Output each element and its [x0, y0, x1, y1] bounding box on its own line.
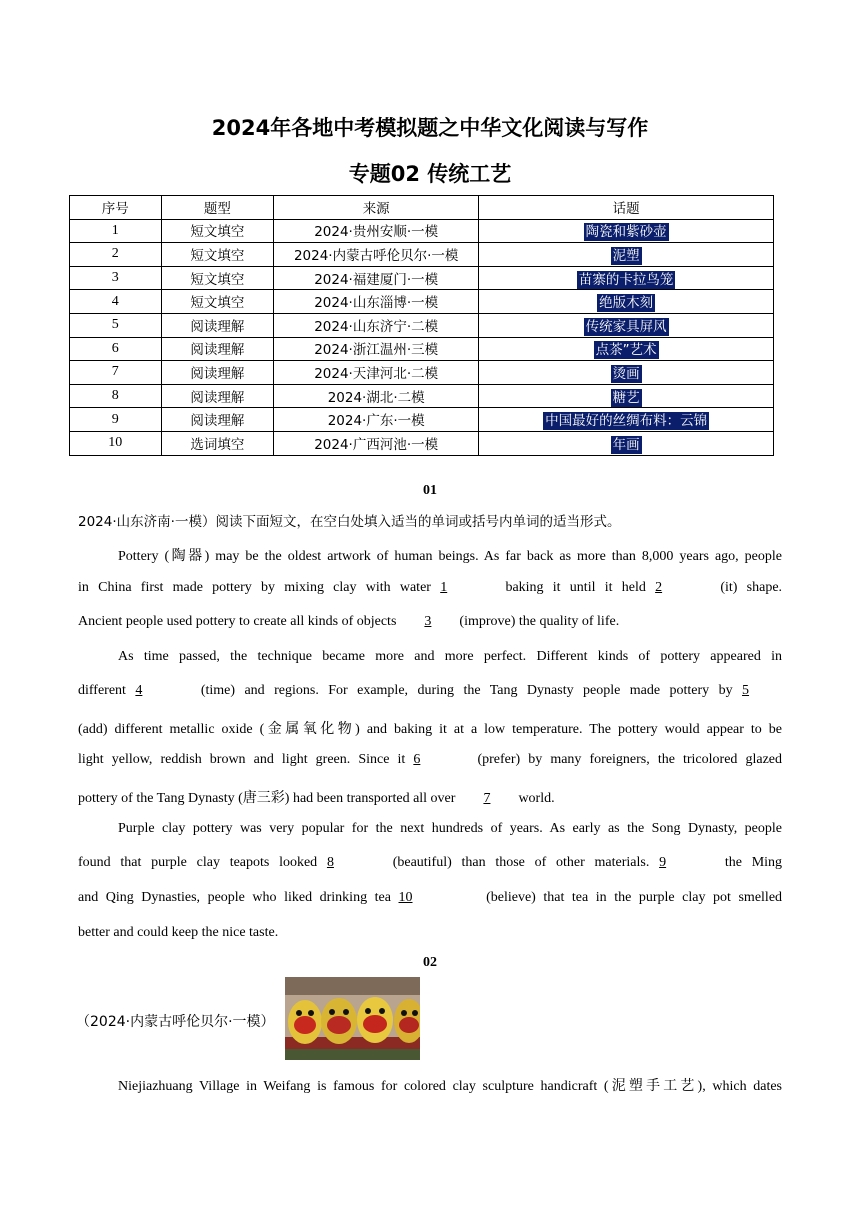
topic-link[interactable]: 年画	[612, 436, 640, 453]
row-type-cell	[161, 384, 274, 408]
blank-7[interactable]: 7	[483, 791, 491, 806]
section1-instruction	[78, 510, 782, 531]
row-topic-cell	[479, 243, 774, 267]
section2-source: （2024·内蒙古呼伦贝尔·一模）	[76, 1014, 275, 1030]
document-subtitle: 专题02 传统工艺	[348, 162, 512, 186]
topic-link[interactable]: 糖艺	[612, 389, 640, 406]
row-number-cell	[70, 384, 162, 408]
document-title: 2024年各地中考模拟题之中华文化阅读与写作	[211, 116, 649, 140]
column-header-number: 序号	[70, 196, 162, 220]
paragraph-line	[118, 1075, 782, 1095]
paragraph-line	[78, 752, 782, 768]
table-row	[70, 361, 774, 385]
text-run: and Qing Dynasties, people who liked drinking tea	[78, 890, 391, 905]
table-row	[70, 384, 774, 408]
cell-text: 阅读理解	[190, 389, 245, 406]
topic-table	[69, 195, 774, 456]
row-number-cell	[70, 313, 162, 337]
text-run: the Ming	[724, 855, 783, 870]
cell-text: 6	[111, 340, 119, 356]
cell-text: 2024·广西河池·一模	[314, 436, 439, 453]
paragraph-line	[118, 821, 782, 837]
cell-text: 阅读理解	[190, 413, 245, 430]
table-header-row	[70, 196, 774, 220]
topic-link[interactable]: 泥塑	[612, 247, 640, 264]
text-run: baking it until it held	[505, 580, 646, 595]
table-row	[70, 243, 774, 267]
table-row	[70, 408, 774, 432]
topic-link[interactable]: 绝版木刻	[599, 295, 654, 312]
text-run: Purple clay pottery was very popular for the next hundreds of years. As early as the Song Dynasty, people	[118, 821, 782, 836]
blank-2[interactable]: 2	[655, 580, 663, 595]
row-topic-cell	[479, 384, 774, 408]
row-type-cell	[161, 431, 274, 455]
column-header-type: 题型	[161, 196, 274, 220]
text-run: (it) shape.	[720, 580, 783, 595]
paragraph-line	[78, 718, 782, 738]
paragraph-line	[78, 890, 782, 906]
row-source-cell	[274, 431, 479, 455]
blank-5[interactable]: 5	[742, 683, 750, 698]
cell-text: 2024·福建厦门·一模	[314, 271, 439, 288]
row-topic-cell	[479, 266, 774, 290]
cell-text: 阅读理解	[190, 342, 245, 359]
cell-text: 7	[111, 364, 119, 380]
row-source-cell	[274, 408, 479, 432]
cell-text: 2024·浙江温州·三模	[314, 342, 439, 359]
cell-text: 2024·贵州安顺·一模	[314, 224, 439, 241]
cell-text: 2	[111, 246, 119, 262]
row-type-cell	[161, 290, 274, 314]
clay-sculpture-photo	[285, 977, 420, 1060]
topic-link[interactable]: 烫画	[612, 365, 640, 382]
text-run: (time) and regions. For example, during the Tang Dynasty people made pottery by	[200, 683, 733, 698]
cell-text: 短文填空	[190, 295, 245, 312]
cell-text: 2024·山东济宁·二模	[314, 318, 439, 335]
table-row	[70, 313, 774, 337]
table-row	[70, 290, 774, 314]
topic-link[interactable]: 陶瓷和紫砂壶	[585, 224, 667, 241]
row-source-cell	[274, 337, 479, 361]
row-number-cell	[70, 408, 162, 432]
row-topic-cell	[479, 219, 774, 243]
table-row	[70, 266, 774, 290]
row-number-cell	[70, 219, 162, 243]
cell-text: 阅读理解	[190, 365, 245, 382]
row-topic-cell	[479, 408, 774, 432]
blank-4[interactable]: 4	[135, 683, 143, 698]
cell-text: 2024·湖北·二模	[327, 389, 425, 406]
text-run: world.	[518, 791, 555, 806]
cell-text: 选词填空	[190, 436, 245, 453]
cell-text: 2024·天津河北·二模	[314, 365, 439, 382]
text-run: pottery of the Tang Dynasty (唐三彩) had been transported all over	[78, 791, 456, 806]
row-source-cell	[274, 243, 479, 267]
text-run: (prefer) by many foreigners, the tricolored glazed	[477, 752, 783, 767]
row-topic-cell	[479, 290, 774, 314]
text-run: better and could keep the nice taste.	[78, 925, 279, 940]
paragraph-line	[118, 545, 782, 565]
instruction-text: 2024·山东济南·一模）阅读下面短文，在空白处填入适当的单词或括号内单词的适当形式。	[78, 514, 621, 530]
row-source-cell	[274, 313, 479, 337]
row-type-cell	[161, 219, 274, 243]
cell-text: 8	[111, 388, 119, 404]
paragraph-line	[78, 580, 782, 596]
cell-text: 2024·内蒙古呼伦贝尔·一模	[293, 247, 459, 264]
cell-text: 5	[111, 317, 119, 333]
blank-6[interactable]: 6	[413, 752, 421, 767]
table-row	[70, 431, 774, 455]
row-source-cell	[274, 361, 479, 385]
clay-tiger-figures-image	[285, 977, 420, 1060]
column-header-source: 来源	[274, 196, 479, 220]
row-topic-cell	[479, 313, 774, 337]
row-type-cell	[161, 313, 274, 337]
row-source-cell	[274, 219, 479, 243]
cell-text: 短文填空	[190, 271, 245, 288]
row-topic-cell	[479, 361, 774, 385]
text-run: in China first made pottery by mixing clay with water	[78, 580, 431, 595]
paragraph-line	[118, 649, 782, 665]
row-number-cell	[70, 243, 162, 267]
row-topic-cell	[479, 431, 774, 455]
cell-text: 4	[111, 293, 119, 309]
blank-9[interactable]: 9	[659, 855, 667, 870]
cell-text: 3	[111, 270, 119, 286]
row-type-cell	[161, 243, 274, 267]
text-run: As time passed, the technique became more and more perfect. Different kinds of pottery appeared in	[118, 649, 782, 664]
section-number-01: 01	[423, 483, 437, 498]
text-run: (beautiful) than those of other materials.	[392, 855, 650, 870]
cell-text: 2024·山东淄博·一模	[314, 295, 439, 312]
text-run: found that purple clay teapots looked	[78, 855, 318, 870]
row-number-cell	[70, 290, 162, 314]
blank-10[interactable]: 10	[398, 890, 413, 905]
paragraph-line	[78, 787, 782, 807]
column-header-topic: 话题	[479, 196, 774, 220]
row-topic-cell	[479, 337, 774, 361]
text-run: Pottery (陶器) may be the oldest artwork of human beings. As far back as more than 8,000 years ago, people	[118, 549, 782, 564]
text-run: different	[78, 683, 126, 698]
row-number-cell	[70, 337, 162, 361]
paragraph-line	[78, 925, 782, 941]
row-source-cell	[274, 384, 479, 408]
blank-1[interactable]: 1	[440, 580, 448, 595]
cell-text: 1	[111, 222, 119, 238]
table-row	[70, 337, 774, 361]
paragraph-line	[78, 683, 782, 699]
blank-3[interactable]: 3	[424, 614, 432, 629]
row-type-cell	[161, 266, 274, 290]
topic-link[interactable]: 传统家具屏风	[585, 318, 667, 335]
row-type-cell	[161, 337, 274, 361]
row-number-cell	[70, 431, 162, 455]
section-number-02: 02	[423, 955, 437, 970]
cell-text: 10	[108, 435, 123, 451]
paragraph-line	[78, 614, 782, 630]
cell-text: 2024·广东·一模	[327, 413, 425, 430]
text-run: Niejiazhuang Village in Weifang is famous for colored clay sculpture handicraft (泥塑手工艺), which dates	[118, 1079, 782, 1094]
row-type-cell	[161, 361, 274, 385]
row-number-cell	[70, 361, 162, 385]
text-run: light yellow, reddish brown and light green. Since it	[78, 752, 406, 767]
cell-text: 阅读理解	[190, 318, 245, 335]
cell-text: 短文填空	[190, 224, 245, 241]
blank-8[interactable]: 8	[326, 855, 334, 870]
text-run: (believe) that tea in the purple clay pot smelled	[486, 890, 783, 905]
topic-link[interactable]: 点茶”艺术	[595, 342, 657, 359]
text-run: Ancient people used pottery to create all kinds of objects	[78, 614, 397, 629]
text-run: (add) different metallic oxide (金属氧化物) and baking it at a low temperature. The pottery would appear to be	[78, 722, 782, 737]
topic-link[interactable]: 苗寨的卡拉鸟笼	[578, 271, 674, 288]
topic-link[interactable]: 中国最好的丝绸布料：云锦	[545, 413, 708, 430]
row-number-cell	[70, 266, 162, 290]
table-row	[70, 219, 774, 243]
text-run: (improve) the quality of life.	[459, 614, 620, 629]
cell-text: 短文填空	[190, 247, 245, 264]
paragraph-line	[78, 855, 782, 871]
cell-text: 9	[111, 411, 119, 427]
row-source-cell	[274, 266, 479, 290]
row-type-cell	[161, 408, 274, 432]
row-source-cell	[274, 290, 479, 314]
